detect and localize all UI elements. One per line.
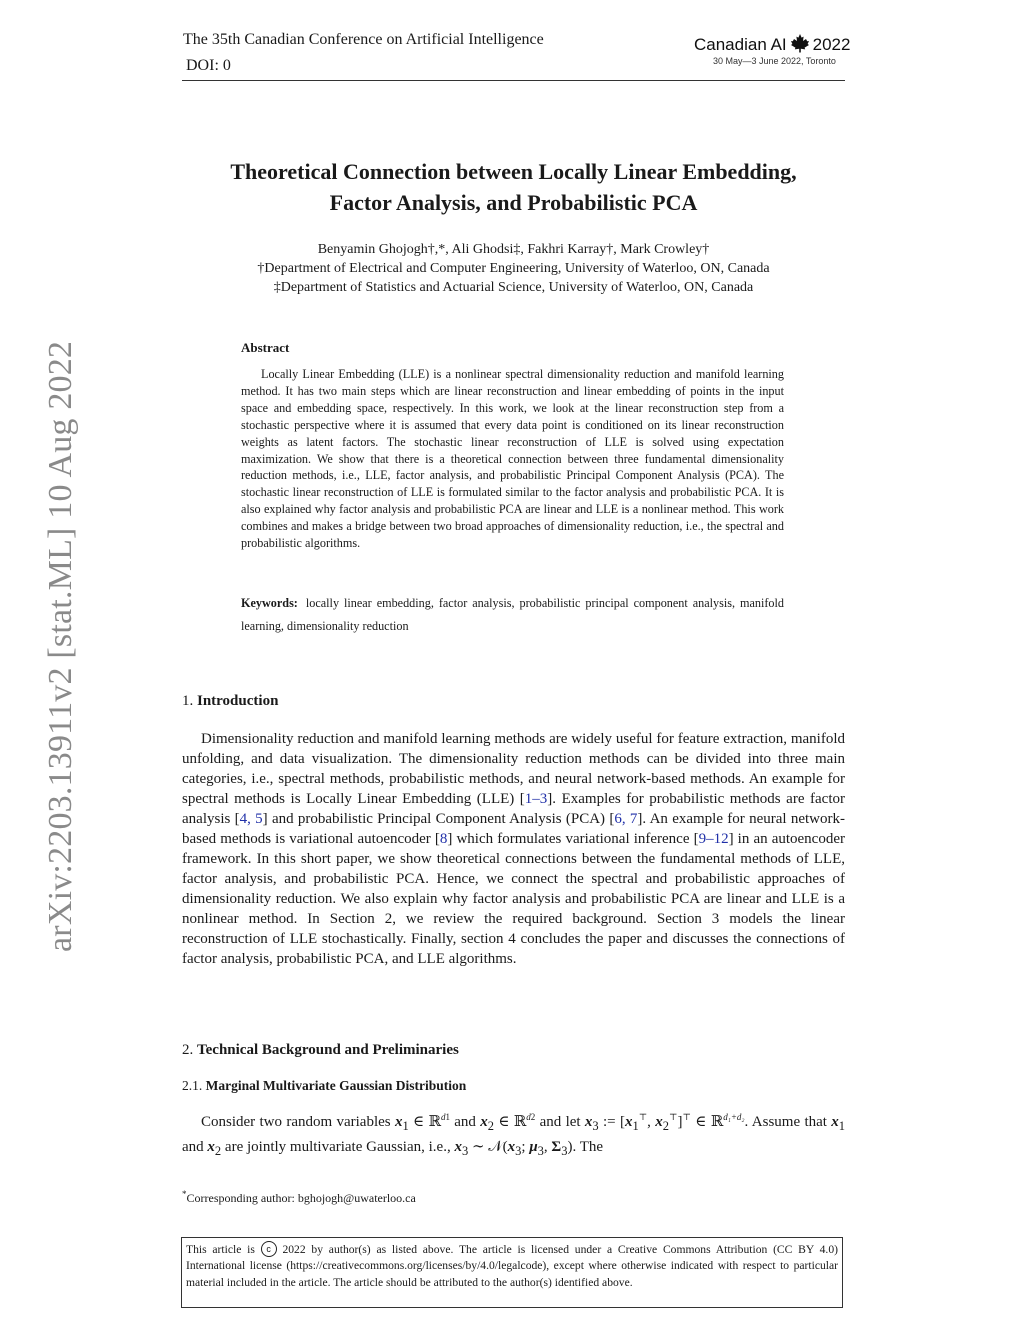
math-var: x — [480, 1114, 488, 1130]
keywords — [241, 592, 784, 638]
citation-link[interactable]: 6, 7 — [614, 811, 638, 827]
body-text: . Assume that — [744, 1114, 832, 1130]
citation-link[interactable]: 4, 5 — [239, 811, 263, 827]
body-text: ). The — [567, 1139, 604, 1155]
math-var: x — [624, 1114, 633, 1130]
license-text: This article is — [186, 1243, 261, 1256]
section-number: 1. — [182, 693, 194, 709]
copyright-icon: c — [261, 1241, 277, 1257]
citation-link[interactable]: 8 — [439, 831, 448, 847]
math-var: x — [831, 1114, 839, 1130]
math-op: ∼ 𝒩( — [468, 1139, 508, 1155]
math-sub: 1 — [402, 1119, 409, 1133]
math-sub: 2 — [530, 1112, 536, 1122]
math-var: Σ — [551, 1139, 562, 1155]
math-sup: ⊤ — [682, 1112, 691, 1122]
math-sub: 3 — [515, 1144, 522, 1158]
intro-text: ]. Examples for probabilistic methods are factor analysis [ — [182, 791, 845, 827]
abstract-heading: Abstract — [241, 340, 290, 355]
math-sub: 3 — [537, 1144, 544, 1158]
logo-year: 2022 — [812, 35, 851, 54]
subsection-number: 2.1. — [182, 1078, 203, 1093]
doi-label: DOI: 0 — [186, 57, 231, 74]
math-var: d₁+d₂ — [723, 1112, 745, 1122]
author-block — [182, 240, 845, 297]
section-title: Technical Background and Preliminaries — [197, 1042, 459, 1058]
arxiv-identifier: arXiv:2203.13911v2 [stat.ML] 10 Aug 2022 — [42, 340, 79, 952]
math-op: := [ — [598, 1114, 625, 1130]
logo-subtitle: 30 May—3 June 2022, Toronto — [713, 56, 836, 66]
author-list: Benyamin Ghojogh†,*, Ali Ghodsi‡, Fakhri Karray†, Mark Crowley† — [317, 242, 710, 257]
header-divider — [182, 80, 845, 81]
section-heading-introduction — [182, 693, 278, 710]
math-var: μ — [529, 1139, 538, 1155]
maple-leaf-icon — [790, 33, 810, 53]
license-notice — [181, 1237, 843, 1308]
paper-title — [182, 156, 845, 218]
math-var: x — [207, 1139, 215, 1155]
conference-name: The 35th Canadian Conference on Artificial Intelligence — [183, 31, 544, 48]
math-op: ∈ ℝ — [408, 1114, 441, 1130]
math-sub: 3 — [592, 1119, 599, 1133]
section-title: Introduction — [197, 693, 279, 709]
affiliation-1: †Department of Electrical and Computer Engineering, University of Waterloo, ON, Canada — [257, 261, 770, 276]
math-sub: 3 — [561, 1144, 568, 1158]
section-number: 2. — [182, 1042, 194, 1058]
math-var: d — [440, 1112, 446, 1122]
math-sub: 1 — [838, 1119, 846, 1133]
body-text: are jointly multivariate Gaussian, i.e., — [221, 1139, 455, 1155]
math-sub: 2 — [662, 1119, 670, 1133]
footnote-mark: * — [182, 1189, 187, 1199]
math-sup: ⊤ — [638, 1112, 648, 1122]
math-sub: 3 — [461, 1144, 469, 1158]
intro-text: ] which formulates variational inference [ — [447, 831, 699, 847]
math-var: d — [526, 1112, 531, 1122]
intro-text: ] and probabilistic Principal Component Analysis (PCA) [ — [262, 811, 615, 827]
math-var: x — [394, 1114, 403, 1130]
canadian-ai-logo — [694, 33, 850, 55]
footnote-text: Corresponding author: bghojogh@uwaterloo.ca — [186, 1191, 416, 1205]
intro-text: Dimensionality reduction and manifold learning methods are widely useful for feature extraction, manifold unfolding, and data visualization. The dimensionality reduction methods can be divided into three main categories, i.e., spectral methods, probabilistic methods, and neural network-based methods. An example for spectral methods is Locally Linear Embedding (LLE) [ — [182, 731, 845, 807]
math-var: x — [655, 1114, 663, 1130]
citation-link[interactable]: 9–12 — [698, 831, 729, 847]
math-op: , — [647, 1114, 656, 1130]
title-line-1: Theoretical Connection between Locally Linear Embedding, — [230, 159, 797, 184]
footnote — [182, 1189, 416, 1206]
intro-text: ] in an autoencoder framework. In this short paper, we show theoretical connections between the fundamental methods of LLE, factor analysis, and probabilistic PCA. Hence, we connect the spectral and probabilistic approaches of dimensionality reduction. We also explain why factor analysis and probabilistic PCA are linear and LLE is a nonlinear method. In Section 2, we review the required background. Section 3 models the linear reconstruction of LLE stochastically. Finally, section 4 concludes the paper and discusses the connections of factor analysis, probabilistic PCA, and LLE algorithms. — [182, 831, 845, 967]
keywords-label: Keywords: — [241, 596, 298, 610]
math-sub: 1 — [632, 1119, 639, 1133]
keywords-list: locally linear embedding, factor analysis, probabilistic principal component analysis, manifold learning, dimensionality reduction — [241, 596, 784, 633]
citation-link[interactable]: 1–3 — [524, 791, 548, 807]
introduction-paragraph — [182, 729, 845, 969]
math-sub: 2 — [214, 1144, 222, 1158]
subsection-heading — [182, 1078, 466, 1094]
license-text: 2022 by author(s) as listed above. The article is licensed under a Creative Commons Attribution (CC BY 4.0) International license (https://creativecommons.org/licenses/by/4.0/legalcode), except where otherwise indicated with respect to particular material included in the article. The article should be attributed to the author(s) identified above. — [186, 1243, 838, 1289]
section-heading-background — [182, 1042, 459, 1059]
math-sub: 2 — [487, 1119, 495, 1133]
math-op: ; — [521, 1139, 530, 1155]
body-text: Consider two random variables — [201, 1114, 395, 1130]
gaussian-paragraph — [182, 1107, 845, 1162]
body-text: and — [449, 1114, 481, 1130]
affiliation-2: ‡Department of Statistics and Actuarial Science, University of Waterloo, ON, Canada — [273, 280, 754, 295]
math-var: x — [584, 1114, 593, 1130]
intro-text: ]. An example for neural network-based methods is variational autoencoder [ — [182, 811, 845, 847]
math-op: , — [543, 1139, 552, 1155]
math-op: ∈ ℝ — [494, 1114, 527, 1130]
title-line-2: Factor Analysis, and Probabilistic PCA — [329, 190, 698, 215]
math-op: ] — [677, 1114, 683, 1130]
math-op: ∈ ℝ — [690, 1114, 724, 1130]
abstract-text: Locally Linear Embedding (LLE) is a nonlinear spectral dimensionality reduction and manifold learning method. It has two main steps which are linear reconstruction and linear embedding of points in the input space and embedding space, respectively. In this work, we look at the linear reconstruction step from a stochastic perspective where it is assumed that every data point is conditioned on its linear reconstruction weights as latent factors. The stochastic linear reconstruction of LLE is solved using expectation maximization. We show that there is a theoretical connection between three fundamental dimensionality reduction methods, i.e., LLE, factor analysis, and probabilistic Principal Component Analysis (PCA). The stochastic linear reconstruction of LLE is formulated similar to the factor analysis and probabilistic PCA. It is also explained why factor analysis and probabilistic PCA are linear and LLE is a nonlinear method. This work combines and makes a bridge between two broad approaches of dimensionality reduction, i.e., the spectral and probabilistic algorithms. — [241, 367, 784, 551]
logo-text: Canadian AI — [694, 35, 787, 54]
math-var: x — [507, 1139, 516, 1155]
body-text: and — [182, 1139, 208, 1155]
subsection-title: Marginal Multivariate Gaussian Distribution — [205, 1078, 467, 1093]
math-sub: 1 — [445, 1112, 450, 1122]
math-sup: ⊤ — [669, 1112, 678, 1122]
body-text: and let — [535, 1114, 585, 1130]
math-var: x — [454, 1139, 462, 1155]
